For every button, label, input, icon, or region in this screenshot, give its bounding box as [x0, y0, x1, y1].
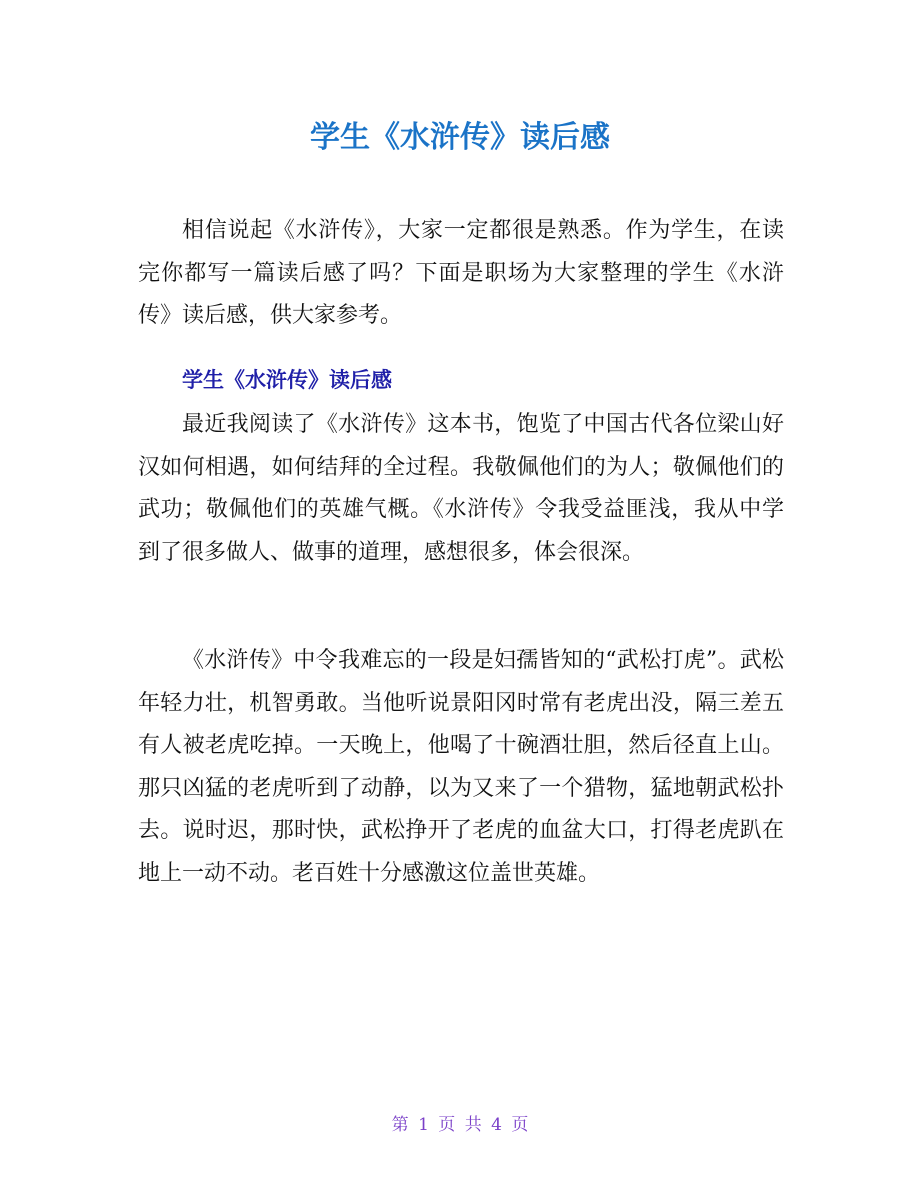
page-number-footer: 第 1 页 共 4 页: [391, 1115, 529, 1135]
section-heading: 学生《水浒传》读后感: [182, 368, 392, 392]
intro-paragraph: 相信说起《水浒传》，大家一定都很是熟悉。作为学生，在读完你都写一篇读后感了吗？下面是职场为大家整理的学生《水浒传》读后感，供大家参考。: [138, 218, 784, 328]
document-title: 学生《水浒传》读后感: [310, 120, 610, 155]
body-paragraph-1: 最近我阅读了《水浒传》这本书，饱览了中国古代各位梁山好汉如何相遇，如何结拜的全过程。我敬佩他们的为人；敬佩他们的武功；敬佩他们的英雄气概。《水浒传》令我受益匪浅，我从中学到了很多做人、做事的道理，感想很多，体会很深。: [138, 412, 784, 565]
body-paragraph-2: 《水浒传》中令我难忘的一段是妇孺皆知的“武松打虎”。武松年轻力壮，机智勇敢。当他听说景阳冈时常有老虎出没，隔三差五有人被老虎吃掉。一天晚上，他喝了十碗酒壮胆，然后径直上山。那只凶猛的老虎听到了动静，以为又来了一个猎物，猛地朝武松扑去。说时迟，那时快，武松挣开了老虎的血盆大口，打得老虎趴在地上一动不动。老百姓十分感激这位盖世英雄。: [138, 648, 784, 886]
